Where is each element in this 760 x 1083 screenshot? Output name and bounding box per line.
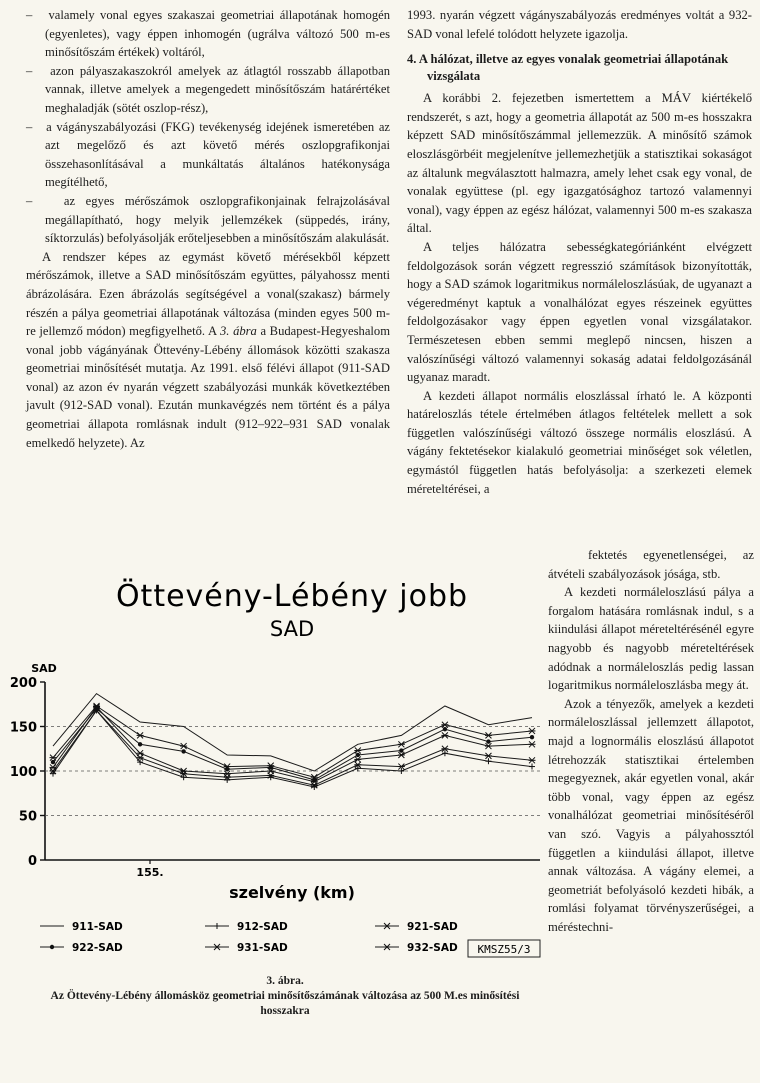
section-heading: 4. A hálózat, illetve az egyes vonalak geometriai állapotának vizsgálata — [407, 52, 729, 84]
bullet-1: – valamely vonal egyes szakaszai geometriai állapotának homogén (egyenletes), vagy éppen inhomogén (ugrálva változó 500 m-es minősítőszám értékek) voltáról, — [26, 8, 390, 60]
body-paragraph: A kezdeti állapot normális eloszlással írható le. A központi határeloszlás tétele értelmében átlagos feltételek mellett a sok független valószínűségi változó összege normális eloszlású. A vágány fektetésekor kialakuló geometriai minőséget sok véletlen, egymástól független hatás befolyásolja: a szerkezeti elemek méreteltérései, a — [407, 388, 752, 496]
figure-3-chart — [0, 574, 548, 974]
y-tick-label: 50 — [18, 809, 37, 825]
left-column — [26, 6, 390, 452]
body-paragraph: A teljes hálózatra sebességkategóriánként elvégzett feldolgozások során végzett regresszió számítások bizonyították, hogy a SAD számok logaritmikus normáleloszlásúak, de ugyanazt a végeredményt kaptuk a vonalhálózat egyes részeinek együttes feldolgozásakor vagy éppen egyetlen vonal vizsgálatakor. Természetesen ebben semmi meglepő nincsen, hiszen a valószínűségi változó valamennyi sokaság adatai feldolgozásánál ugyanaz maradt. — [407, 239, 752, 385]
circle-marker — [181, 749, 185, 753]
legend-label: 921-SAD — [407, 921, 458, 933]
x-axis-label: szelvény (km) — [229, 883, 355, 902]
legend-item — [375, 921, 458, 933]
series-931-sad — [50, 704, 536, 785]
right-column — [407, 6, 752, 498]
circle-marker — [51, 760, 55, 764]
legend-label: 922-SAD — [72, 942, 123, 954]
legend-item — [375, 942, 458, 954]
y-tick-label: 100 — [9, 765, 37, 780]
y-tick-label: 200 — [9, 676, 37, 691]
body-paragraph: A rendszer képes az egymást követő mérésekből képzett mérőszámok, illetve a SAD minősítőszám együttes, pályahossz menti ábrázolására. Ezen ábrázolás segítségével a vonal(szakasz) bármely részén a pálya geometriai állapotának változása (minden egyes 500 m-re jellemző módon) megfigyelhető. A 3. ábra a Budapest-Hegyeshalom vonal jobb vágányának Öttevény-Lébény állomások közötti szakasza geometriai minősítését mutatja. Az 1991. első félévi állapot (911-SAD vonal) az azon év nyarán végzett szabályozási munkák következtében javult (912-SAD vonal). Ezután munkavégzés nem történt és a pálya geometriai állapota romlásnak indult (912–922–931 SAD vonalak emelkedő helyzete). Az — [26, 249, 390, 450]
circle-marker — [356, 753, 360, 757]
continuation-paragraph: 1993. nyarán végzett vágányszabályozás eredményes voltát a 932-SAD vonal lefelé tolódott helyzete igazolja. — [407, 8, 752, 41]
bullet-3: – a vágányszabályozási (FKG) tevékenység idejének ismeretében az azt megelőző és azt követő mérés oszlopgrafikonjai összehasonlításával a munkáltatás általános hatékonysága megítélhető, — [26, 119, 390, 190]
circle-marker — [50, 945, 54, 949]
legend-label: 912-SAD — [237, 921, 288, 933]
chart-title: Öttevény-Lébény jobb — [115, 579, 469, 614]
figure-caption — [30, 974, 540, 1019]
body-paragraph: A korábbi 2. fejezetben ismertettem a MÁV kiértékelő rendszerét, s azt, hogy a geometria állapotát az 500 m-es hosszakra képzett SAD minősítőszámmal jellemezzük. A minősítő számok eloszlásgörbéit megjelenítve jellemezhetjük a statisztikai sokaságot az általunk megválasztott halmazra, amely lehet csak egy vonal, de vonalak együttese (pl. egy igazgatósághoz tartozó valamennyi vonal), vagy éppen az egész hálózat, valamennyi 500 m-es szakasza által. — [407, 91, 752, 236]
circle-marker — [225, 767, 229, 771]
legend-label: 911-SAD — [72, 921, 123, 933]
bullet-2: – azon pályaszakaszokról amelyek az átlagtól rosszabb állapotban vannak, illetve amelyek a megengedett minősítőszám határértéket meghaladják (sötét oszlop-rész), — [26, 63, 390, 115]
bullet-4: – az egyes mérőszámok oszlopgrafikonjainak felrajzolásával megállapítható, hogy melyik jellemzékek (süppedés, irány, síktorzulás) befolyásolják erőteljesebben a minősítőszám alakulását. — [26, 193, 391, 246]
body-paragraph: fektetés egyenetlenségei, az átvételi szabályozások jósága, stb. — [548, 548, 754, 581]
circle-marker — [138, 742, 142, 746]
figure-reference: 3. ábra — [220, 324, 257, 339]
circle-marker — [486, 739, 490, 743]
x-tick-label: 155. — [136, 866, 164, 879]
body-paragraph: Azok a tényezők, amelyek a kezdeti normáleloszlással jellemzett állapotot, majd a lognormális eloszlású állapotot létrehozzák statisztikai értelemben megegyeznek, akár egyetlen vonal, akár több vonal, vagy éppen az egész vonalhálózat geometriai minősítéséről van szó. Vagyis a pályahossztól független a kiindulási állapot, illetve annak változása. A vágány elemei, a geometriát befolyásoló kezdeti hibák, a romlási folyamat törvényszerűségei, a méréstechni- — [548, 696, 754, 934]
legend — [40, 921, 458, 954]
legend-item — [40, 942, 123, 954]
chart-subtitle: SAD — [269, 617, 315, 641]
line-chart — [0, 574, 548, 974]
legend-item — [205, 942, 288, 954]
y-axis-label: SAD — [31, 662, 57, 675]
body-paragraph: A kezdeti normáleloszlású pálya a forgalom hatására romlásnak indul, s a kiindulási állapot méreteltérésénél egyre nagyobb és nagyobb méreteltérések adódnak a normáleloszlás pedig lassan logaritmikus normáleloszlásba megy át. — [548, 585, 754, 693]
caption-text: Az Öttevény-Lébény állomásköz geometriai minősítőszámának változása az 500 M.es minősítési hosszakra — [50, 990, 520, 1017]
y-tick-label: 0 — [27, 854, 37, 869]
series-912-sad — [50, 707, 535, 790]
right-narrow-column — [548, 546, 754, 936]
circle-marker — [443, 727, 447, 731]
y-tick-label: 150 — [9, 720, 37, 736]
legend-item — [40, 921, 123, 933]
series-line — [53, 711, 532, 788]
stamp-text: KMSZ55/3 — [477, 943, 531, 956]
caption-label: 3. ábra. — [266, 975, 304, 987]
legend-label: 931-SAD — [237, 942, 288, 954]
legend-item — [205, 921, 288, 933]
circle-marker — [530, 735, 534, 739]
plot-area — [10, 676, 540, 869]
legend-label: 932-SAD — [407, 942, 458, 954]
circle-marker — [399, 748, 403, 752]
